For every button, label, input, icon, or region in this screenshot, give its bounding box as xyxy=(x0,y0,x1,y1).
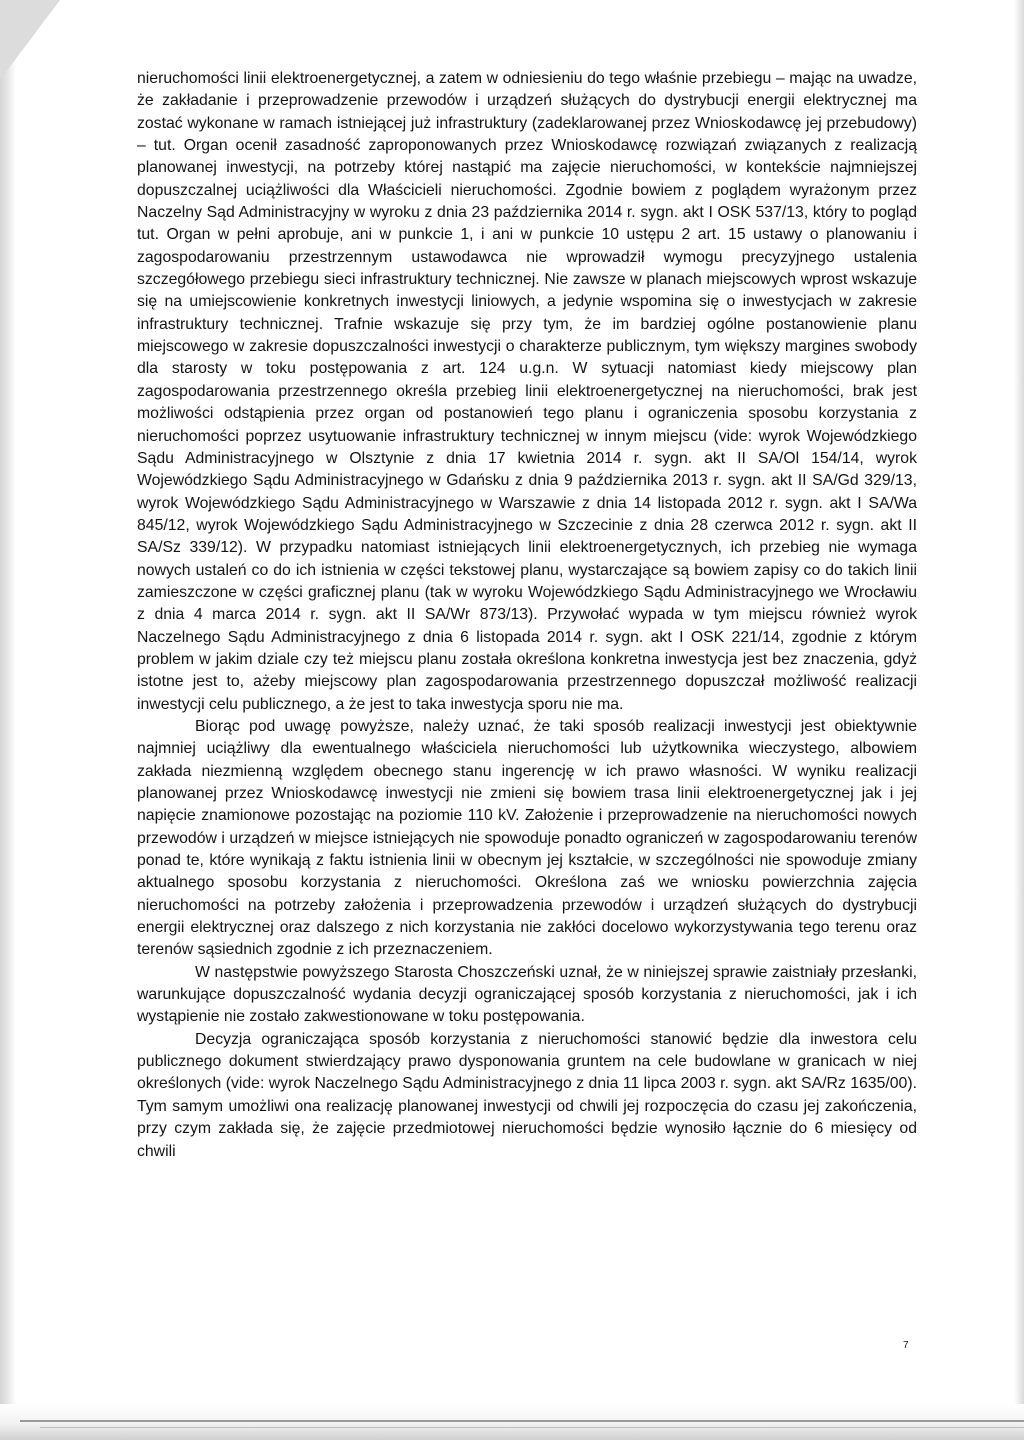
paragraph-conclusion: W następstwie powyższego Starosta Choszczeński uznał, że w niniejszej sprawie zaistniały przesłanki, warunkujące dopuszczalność wydania decyzji ograniczającej sposób korzystania z nieruchomości, jak i ich wystąpienie nie zostało zakwestionowane w toku postępowania. xyxy=(137,963,917,1026)
paragraph-assessment: Biorąc pod uwagę powyższe, należy uznać, że taki sposób realizacji inwestycji jest obiektywnie najmniej uciążliwy dla ewentualnego właściciela nieruchomości lub użytkownika wieczystego, albowiem zakłada niezmienną względem obecnego stanu ingerencję w ich prawo własności. W wyniku realizacji planowanej przez Wnioskodawcę inwestycji nie zmieni się bowiem trasa linii elektroenergetycznej jak i jej napięcie znamionowe pozostając na poziomie 110 kV. Założenie i przeprowadzenie na nieruchomości nowych przewodów i urządzeń w miejsce istniejących nie spowoduje ponadto ograniczeń w zagospodarowaniu terenów ponad te, które wynikają z faktu istnienia linii w obecnym jej kształcie, w szczególności nie spowoduje zmiany aktualnego sposobu korzystania z nieruchomości. Określona zaś we wniosku powierzchnia zajęcia nieruchomości na potrzeby założenia i przeprowadzenia przewodów i urządzeń służących do dystrybucji energii elektrycznej oraz dalszego z nich korzystania nie zakłóci docelowo wykorzystywania tego terenu oraz terenów sąsiednich zgodnie z ich przeznaczeniem. xyxy=(137,717,917,959)
scan-bottom-edge xyxy=(0,1404,1024,1440)
scan-right-edge xyxy=(1014,0,1024,1440)
scan-bottom-line xyxy=(20,1420,1024,1422)
scan-bottom-line-secondary xyxy=(40,1427,1024,1428)
paragraph-decision: Decyzja ograniczająca sposób korzystania z nieruchomości stanowić będzie dla inwestora celu publicznego dokument stwierdzający prawo dysponowania gruntem na cele budowlane w granicach w niej określonych (vide: wyrok Naczelnego Sądu Administracyjnego z dnia 11 lipca 2003 r. sygn. akt SA/Rz 1635/00). Tym samym umożliwi ona realizację planowanej inwestycji od chwili jej rozpoczęcia do czasu jej zakończenia, przy czym zakłada się, że zajęcie przedmiotowej nieruchomości będzie wynosiło łącznie do 6 miesięcy od chwili xyxy=(137,1030,917,1160)
scan-left-edge xyxy=(0,0,16,1440)
document-body xyxy=(137,68,917,1163)
scan-folded-corner xyxy=(0,0,60,80)
page-number: 7 xyxy=(903,1340,909,1351)
paragraph-continuation: nieruchomości linii elektroenergetycznej, a zatem w odniesieniu do tego właśnie przebiegu – mając na uwadze, że zakładanie i przeprowadzenie przewodów i urządzeń służących do dystrybucji energii elektrycznej ma zostać wykonane w ramach istniejącej już infrastruktury (zadeklarowanej przez Wnioskodawcę jej przebudowy) – tut. Organ ocenił zasadność zaproponowanych przez Wnioskodawcę rozwiązań związanych z realizacją planowanej inwestycji, na potrzeby której nastąpić ma zajęcie nieruchomości, w kontekście najmniejszej dopuszczalnej uciążliwości dla Właścicieli nieruchomości. Zgodnie bowiem z poglądem wyrażonym przez Naczelny Sąd Administracyjny w wyroku z dnia 23 października 2014 r. sygn. akt I OSK 537/13, który to pogląd tut. Organ w pełni aprobuje, ani w punkcie 1, i ani w punkcie 10 ustępu 2 art. 15 ustawy o planowaniu i zagospodarowaniu przestrzennym ustawodawca nie wprowadził wymogu precyzyjnego ustalenia szczegółowego przebiegu sieci infrastruktury technicznej. Nie zawsze w planach miejscowych wprost wskazuje się na umiejscowienie konkretnych inwestycji liniowych, a jedynie wspomina się o inwestycjach w zakresie infrastruktury technicznej. Trafnie wskazuje się przy tym, że im bardziej ogólne postanowienie planu miejscowego w zakresie dopuszczalności inwestycji o charakterze publicznym, tym większy margines swobody dla starosty w toku postępowania z art. 124 u.g.n. W sytuacji natomiast kiedy miejscowy plan zagospodarowania przestrzennego określa przebieg linii elektroenergetycznej na nieruchomości, brak jest możliwości odstąpienia przez organ od postanowień tego planu i ograniczenia sposobu korzystania z nieruchomości poprzez usytuowanie infrastruktury technicznej w innym miejscu (vide: wyrok Wojewódzkiego Sądu Administracyjnego w Olsztynie z dnia 17 kwietnia 2014 r. sygn. akt II SA/Ol 154/14, wyrok Wojewódzkiego Sądu Administracyjnego w Gdańsku z dnia 9 października 2013 r. sygn. akt II SA/Gd 329/13, wyrok Wojewódzkiego Sądu Administracyjnego w Warszawie z dnia 14 listopada 2012 r. sygn. akt I SA/Wa 845/12, wyrok Wojewódzkiego Sądu Administracyjnego w Szczecinie z dnia 28 czerwca 2012 r. sygn. akt II SA/Sz 339/12). W przypadku natomiast istniejących linii elektroenergetycznych, ich przebieg nie wymaga nowych ustaleń co do ich istnienia w części tekstowej planu, wystarczające są bowiem zapisy co do takich linii zamieszczone w części graficznej planu (tak w wyroku Wojewódzkiego Sądu Administracyjnego we Wrocławiu z dnia 4 marca 2014 r. sygn. akt II SA/Wr 873/13). Przywołać wypada w tym miejscu również wyrok Naczelnego Sądu Administracyjnego z dnia 6 listopada 2014 r. sygn. akt I OSK 221/14, zgodnie z którym problem w jakim dziale czy też miejscu planu została określona konkretna inwestycja jest bez znaczenia, gdyż istotne jest to, ażeby miejscowy plan zagospodarowania przestrzennego dopuszczał możliwość realizacji inwestycji celu publicznego, a że jest to taka inwestycja sporu nie ma. xyxy=(137,70,917,713)
